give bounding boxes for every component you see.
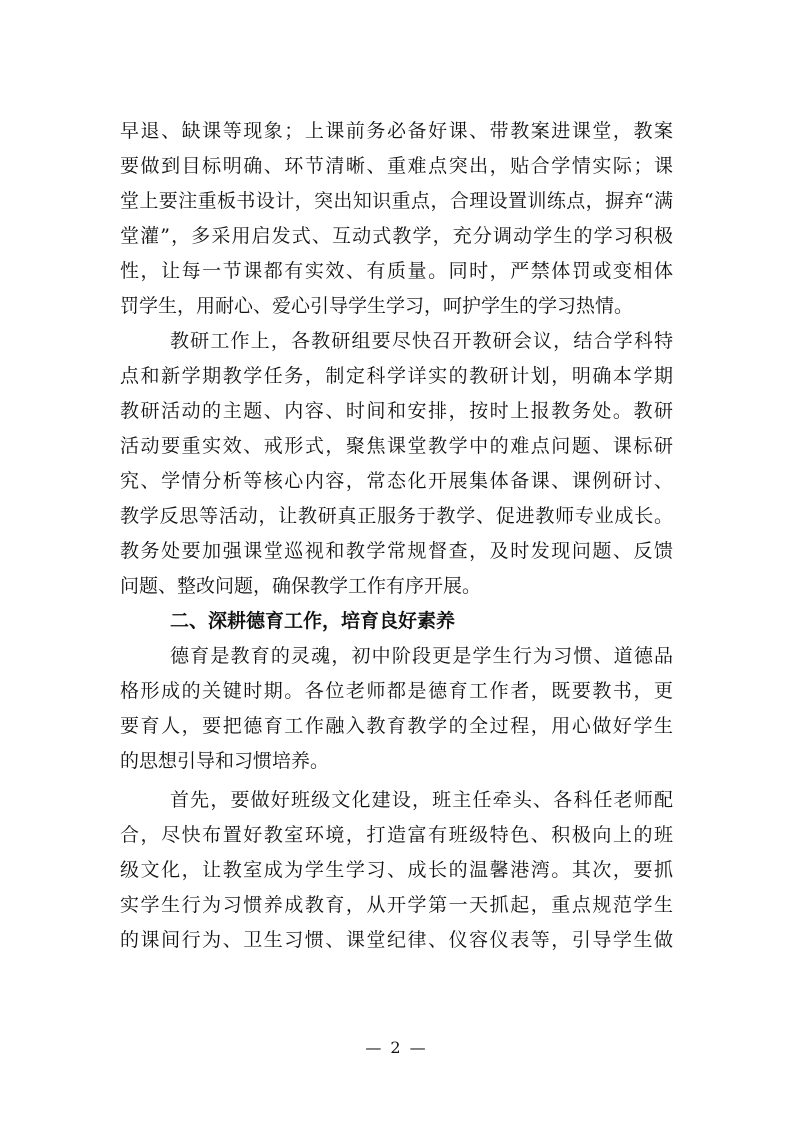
text-line: 罚学生，用耐心、爱心引导学生学习，呵护学生的学习热情。 [120,295,634,317]
text-line: 教研活动的主题、内容、时间和安排，按时上报教务处。教研 [120,400,673,422]
text-line: 级文化，让教室成为学生学习、成长的温馨港湾。其次，要抓 [120,859,673,881]
text-line: 究、学情分析等核心内容，常态化开展集体备课、课例研讨、 [120,470,673,492]
text-line: 德育是教育的灵魂，初中阶段更是学生行为习惯、道德品 [170,645,673,667]
text-line: 点和新学期教学任务，制定科学详实的教研计划，明确本学期 [120,365,673,387]
text-line: 教学反思等活动，让教研真正服务于教学、促进教师专业成长。 [120,505,673,527]
text-line: 教研工作上，各教研组要尽快召开教研会议，结合学科特 [170,330,673,352]
text-line: 早退、缺课等现象；上课前务必备好课、带教案进课堂，教案 [120,120,673,142]
text-line: 性，让每一节课都有实效、有质量。同时，严禁体罚或变相体 [120,260,673,282]
text-line: 活动要重实效、戒形式，聚焦课堂教学中的难点问题、课标研 [120,435,673,457]
text-line: 首先，要做好班级文化建设，班主任牵头、各科任老师配 [170,789,673,811]
text-line: 的思想引导和习惯培养。 [120,750,330,772]
paragraph [120,639,673,779]
document-body [120,114,673,958]
paragraph [120,324,673,604]
text-line: 格形成的关键时期。各位老师都是德育工作者，既要教书，更 [120,680,673,702]
text-line: 教务处要加强课堂巡视和教学常规督查，及时发现问题、反馈 [120,540,673,562]
text-line: 实学生行为习惯养成教育，从开学第一天抓起，重点规范学生 [120,894,673,916]
text-line: 堂上要注重板书设计，突出知识重点，合理设置训练点，摒弃“满 [120,190,673,212]
text-line: 要育人，要把德育工作融入教育教学的全过程，用心做好学生 [120,715,673,737]
text-line: 堂灌”，多采用启发式、互动式教学，充分调动学生的学习积极 [120,225,673,247]
paragraph [120,114,673,324]
section-heading [120,604,673,639]
text-line: 问题、整改问题，确保教学工作有序开展。 [120,575,482,597]
text-line: 合，尽快布置好教室环境，打造富有班级特色、积极向上的班 [120,824,673,846]
text-line: 要做到目标明确、环节清晰、重难点突出，贴合学情实际；课 [120,155,673,177]
heading-text: 二、深耕德育工作，培育良好素养 [170,610,456,632]
paragraph [120,783,673,958]
text-line: 的课间行为、卫生习惯、课堂纪律、仪容仪表等，引导学生做 [120,929,673,951]
page-number: — 2 — [365,1038,428,1057]
